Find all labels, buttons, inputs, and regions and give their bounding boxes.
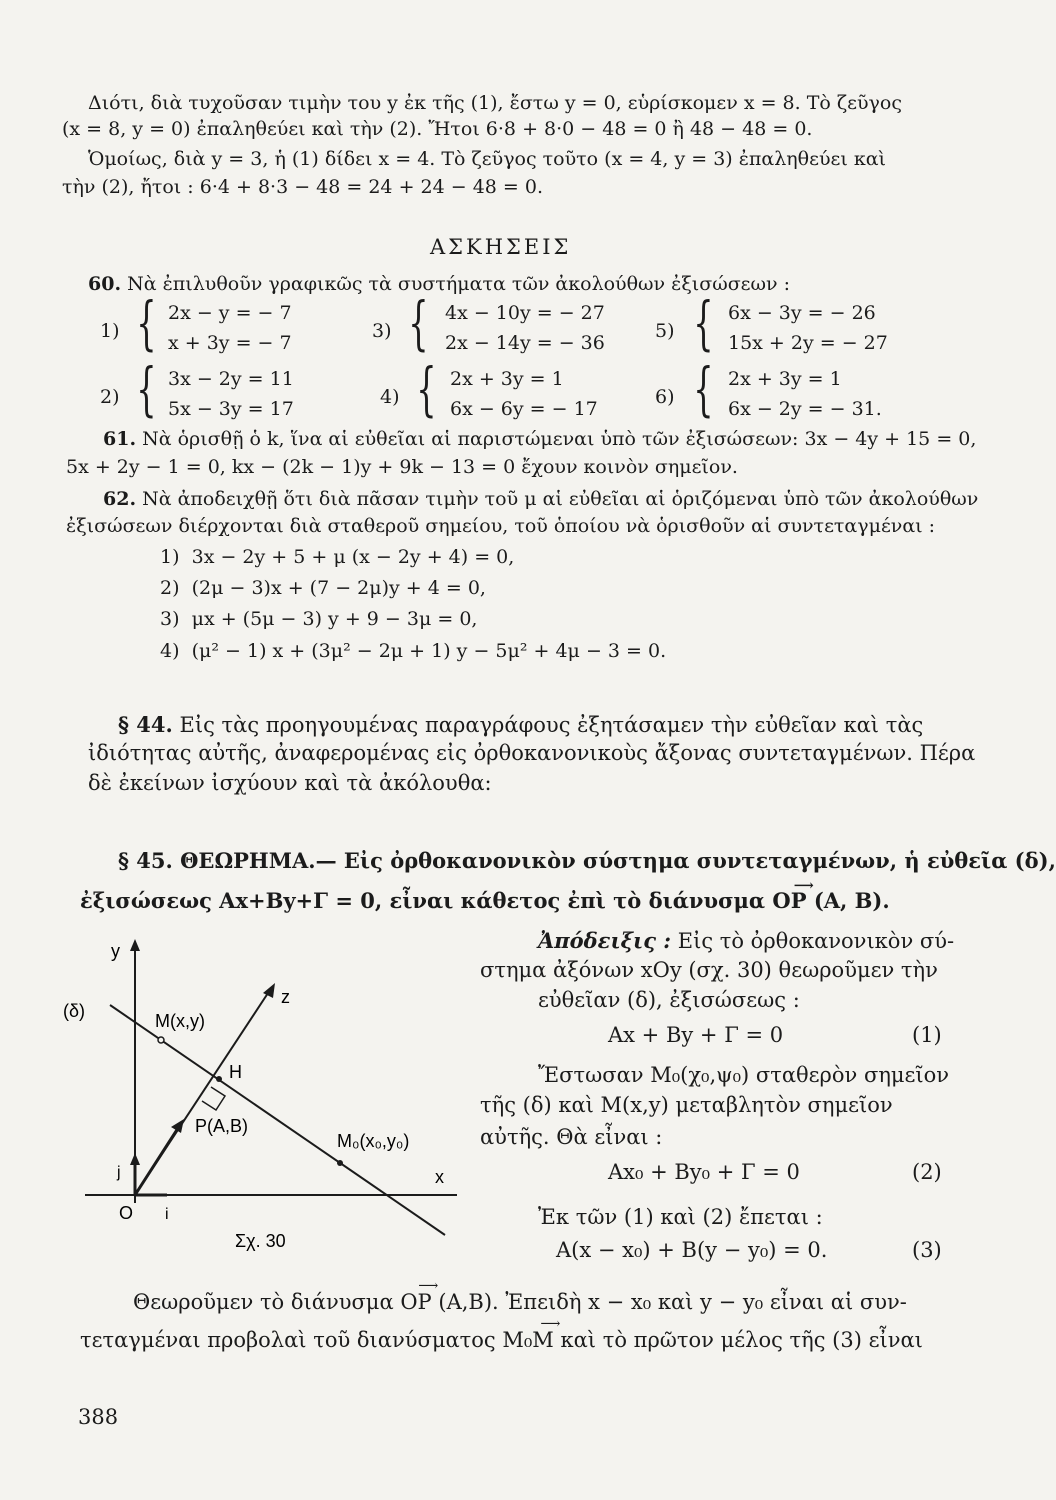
- proof-label: Ἀπόδειξις :: [538, 928, 672, 953]
- label-m0: M₀(x₀,y₀): [337, 1131, 410, 1151]
- system-label: 3): [372, 320, 392, 342]
- system-label: 2): [100, 386, 120, 408]
- label-p: P(A,B): [195, 1116, 249, 1136]
- item-equation: (μ² − 1) x + (3μ² − 2μ + 1) y − 5μ² + 4μ − 3 = 0.: [191, 640, 667, 662]
- unit-j-arrow-icon: [130, 1153, 140, 1165]
- vector-op-line: [135, 1125, 180, 1195]
- section-44-line-3: δὲ ἐκείνων ἰσχύουν καὶ τὰ ἀκόλουθα:: [88, 771, 492, 795]
- exercise-62-line-2: ἐξισώσεων διέρχονται διὰ σταθεροῦ σημείου, τοῦ ὁποίου νὰ ὁρισθοῦν αἱ συντεταγμέναι :: [66, 515, 936, 537]
- y-axis-arrow-icon: [130, 939, 140, 951]
- intro-line-3: Ὁμοίως, διὰ y = 3, ἡ (1) δίδει x = 4. Τὸ ζεῦγος τοῦτο (x = 4, y = 3) ἐπαληθεύει καὶ: [88, 148, 886, 170]
- brace-icon: {: [693, 289, 714, 357]
- system-label: 5): [655, 320, 675, 342]
- proof-text: Εἰς τὸ ὀρθοκανονικὸν σύ-: [677, 929, 955, 953]
- final-text: Θεωροῦμεν τὸ διάνυσμα: [133, 1290, 394, 1314]
- proof-line-1: [538, 928, 954, 953]
- label-delta: (δ): [63, 1001, 86, 1021]
- brace-icon: {: [408, 289, 429, 357]
- exercise-62-number: 62.: [103, 488, 137, 510]
- exercise-60-number: 60.: [88, 273, 122, 295]
- item-label: 4): [160, 640, 180, 662]
- brace-icon: {: [136, 355, 157, 423]
- system-1: [100, 289, 380, 362]
- exercise-62-line-1: [103, 488, 978, 510]
- label-y: y: [111, 941, 120, 961]
- equation-3-number: (3): [912, 1238, 942, 1262]
- heading-text: (A, B).: [813, 888, 890, 913]
- vector-op: [400, 1278, 439, 1314]
- section-44-line-1: [118, 712, 923, 737]
- item-equation: μx + (5μ − 3) y + 9 − 3μ = 0,: [191, 608, 478, 630]
- label-z: z: [281, 987, 290, 1007]
- label-m: M(x,y): [155, 1011, 205, 1031]
- exercise-61-number: 61.: [103, 428, 137, 450]
- heading-text: ἐξισώσεως Ax+By+Γ = 0, εἶναι κάθετος ἐπὶ τὸ διάνυσμα: [80, 888, 766, 913]
- system-label: 4): [380, 386, 400, 408]
- exercise-62-item: [160, 608, 477, 630]
- let-line-2: τῆς (δ) καὶ M(x,y) μεταβλητὸν σημεῖον: [480, 1093, 893, 1117]
- point-m0: [337, 1160, 343, 1166]
- system-eq2: 6x − 6y = − 17: [450, 398, 598, 420]
- intro-line-1: Διότι, διὰ τυχοῦσαν τιμὴν του y ἐκ τῆς (1), ἔστω y = 0, εὑρίσκομεν x = 8. Τὸ ζεῦγος: [88, 92, 902, 114]
- section-44-line-2: ἰδιότητας αὐτῆς, ἀναφερομένας εἰς ὀρθοκανονικοὺς ἄξονας συντεταγμένων. Πέρα: [88, 741, 976, 765]
- right-angle-mark: [202, 1087, 225, 1110]
- label-o: O: [119, 1203, 134, 1223]
- intro-line-4: τὴν (2), ἤτοι : 6·4 + 8·3 − 48 = 24 + 24 − 48 = 0.: [62, 176, 544, 198]
- system-4: [380, 355, 660, 428]
- figure-caption: Σχ. 30: [235, 1231, 286, 1251]
- label-x: x: [435, 1167, 444, 1187]
- vector-label: M₀M: [502, 1328, 554, 1352]
- section-44-text: Εἰς τὰς προηγουμένας παραγράφους ἐξητάσαμεν τὴν εὐθεῖαν καὶ τὰς: [179, 713, 924, 737]
- exercise-62-item: [160, 640, 666, 662]
- vector-label: OP: [400, 1290, 432, 1314]
- system-label: 1): [100, 320, 120, 342]
- page-number: 388: [78, 1405, 119, 1429]
- point-m: [158, 1037, 164, 1043]
- system-eq1: 2x − y = − 7: [168, 302, 292, 324]
- label-j: j: [117, 1164, 121, 1181]
- let-line-1: Ἔστωσαν M₀(χ₀,ψ₀) σταθερὸν σημεῖον: [538, 1063, 950, 1087]
- point-h: [216, 1076, 222, 1082]
- system-2: [100, 355, 380, 428]
- figure-30: [63, 935, 465, 1265]
- exercise-61-line-1: [103, 428, 976, 450]
- final-text: καὶ τὸ πρῶτον μέλος τῆς (3) εἶναι: [560, 1328, 923, 1352]
- system-6: [655, 355, 955, 428]
- system-eq2: 6x − 2y = − 31.: [728, 398, 882, 420]
- brace-icon: {: [693, 355, 714, 423]
- equation-2-number: (2): [912, 1160, 942, 1184]
- item-equation: (2μ − 3)x + (7 − 2μ)y + 4 = 0,: [191, 577, 486, 599]
- equation-1: Ax + By + Γ = 0: [608, 1023, 784, 1047]
- system-label: 6): [655, 386, 675, 408]
- system-eq1: 2x + 3y = 1: [728, 368, 842, 390]
- intro-line-2: (x = 8, y = 0) ἐπαληθεύει καὶ τὴν (2). Ἤτοι 6·8 + 8·0 − 48 = 0 ἢ 48 − 48 = 0.: [62, 118, 813, 140]
- final-text: (A,B). Ἐπειδὴ x − x₀ καὶ y − y₀ εἶναι αἱ συν-: [438, 1290, 907, 1314]
- vector-arrow-icon: ⟶: [793, 878, 814, 894]
- equation-3: A(x − x₀) + B(y − y₀) = 0.: [556, 1238, 828, 1262]
- exercise-61-line-2: 5x + 2y − 1 = 0, kx − (2k − 1)y + 9k − 13 = 0 ἔχουν κοινὸν σημεῖον.: [66, 456, 738, 478]
- follows-line: Ἐκ τῶν (1) καὶ (2) ἔπεται :: [538, 1205, 823, 1229]
- proof-line-2: στημα ἀξόνων xOy (σχ. 30) θεωροῦμεν τὴν: [480, 958, 938, 982]
- vector-op: [772, 878, 814, 913]
- label-i: i: [165, 1206, 169, 1223]
- exercise-62-item: [160, 577, 486, 599]
- brace-icon: {: [416, 355, 437, 423]
- system-eq1: 4x − 10y = − 27: [445, 302, 605, 324]
- system-eq1: 6x − 3y = − 26: [728, 302, 876, 324]
- final-line-1: [133, 1278, 907, 1314]
- section-45-heading-2: [80, 878, 890, 913]
- vector-arrow-icon: ⟶: [540, 1316, 561, 1332]
- proof-line-3: εὐθεῖαν (δ), ἐξισώσεως :: [538, 988, 800, 1012]
- label-h: H: [229, 1062, 242, 1082]
- item-equation: 3x − 2y + 5 + μ (x − 2y + 4) = 0,: [191, 546, 515, 568]
- system-eq2: x + 3y = − 7: [168, 332, 292, 354]
- normal-arrow-icon: [263, 983, 275, 998]
- final-line-2: [80, 1316, 923, 1352]
- equation-2: Ax₀ + By₀ + Γ = 0: [608, 1160, 800, 1184]
- system-eq2: 2x − 14y = − 36: [445, 332, 605, 354]
- exercise-62-item: [160, 546, 514, 568]
- exercise-60-text: Νὰ ἐπιλυθοῦν γραφικῶς τὰ συστήματα τῶν ἀκολούθων ἐξισώσεων :: [127, 273, 790, 295]
- vector-m0m: [502, 1316, 561, 1352]
- item-label: 3): [160, 608, 180, 630]
- system-eq1: 3x − 2y = 11: [168, 368, 294, 390]
- let-line-3: αὐτῆς. Θὰ εἶναι :: [480, 1125, 663, 1149]
- exercise-61-text: Νὰ ὁρισθῇ ὁ k, ἵνα αἱ εὐθεῖαι αἱ παριστώμεναι ὑπὸ τῶν ἐξισώσεων: 3x − 4y + 15 = 0,: [142, 428, 977, 450]
- final-text: τεταγμέναι προβολαὶ τοῦ διανύσματος: [80, 1328, 496, 1352]
- system-3: [372, 289, 662, 362]
- brace-icon: {: [136, 289, 157, 357]
- system-5: [655, 289, 955, 362]
- system-eq2: 15x + 2y = − 27: [728, 332, 888, 354]
- equation-1-number: (1): [912, 1023, 942, 1047]
- vector-arrow-icon: ⟶: [418, 1278, 439, 1294]
- exercise-60: [88, 273, 790, 295]
- section-45-heading-1: § 45. ΘΕΩΡΗΜΑ.— Εἰς ὀρθοκανονικὸν σύστημα συντεταγμένων, ἡ εὐθεῖα (δ),: [118, 848, 1056, 873]
- exercise-62-text: Νὰ ἀποδειχθῇ ὅτι διὰ πᾶσαν τιμὴν τοῦ μ αἱ εὐθεῖαι αἱ ὁριζόμεναι ὑπὸ τῶν ἀκολούθων: [142, 488, 979, 510]
- exercises-title: ΑΣΚΗΣΕΙΣ: [430, 235, 572, 259]
- item-label: 2): [160, 577, 180, 599]
- vector-label: OP: [772, 888, 807, 913]
- section-44-number: § 44.: [118, 712, 173, 737]
- system-eq1: 2x + 3y = 1: [450, 368, 564, 390]
- item-label: 1): [160, 546, 180, 568]
- system-eq2: 5x − 3y = 17: [168, 398, 294, 420]
